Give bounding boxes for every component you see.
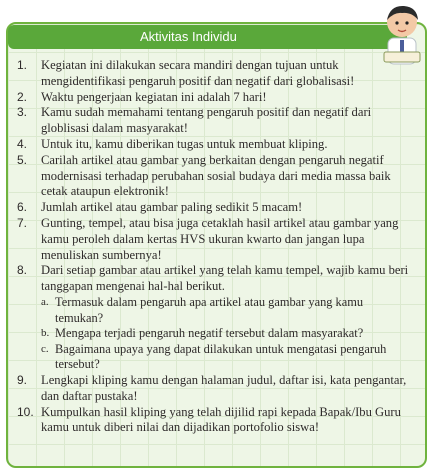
- list-item: 4. Untuk itu, kamu diberikan tugas untuk membuat kliping.: [17, 136, 328, 151]
- list-item: 7. Gunting, tempel, atau bisa juga cetaklah hasil artikel atau gambar yang kamu peroleh dalam kertas HVS ukuran kwarto dan jangan lupa menuliskan sumbernya!: [17, 215, 399, 262]
- activity-title: Aktivitas Individu: [140, 29, 237, 44]
- list-item: 8. Dari setiap gambar atau artikel yang telah kamu tempel, wajib kamu beri tanggapan mengenai hal-hal berikut.: [17, 263, 409, 294]
- instruction-list: [17, 58, 412, 436]
- list-item: 10. Kumpulkan hasil kliping yang telah dijilid rapi kepada Bapak/Ibu Guru kamu untuk diberi nilai dan dijadikan portofolio siswa!: [17, 404, 401, 435]
- list-item: 5. Carilah artikel atau gambar yang berkaitan dengan pengaruh negatif modernisasi terhadap perubahan sosial budaya dari media massa baik cetak ataupun elektronik!: [17, 152, 391, 199]
- list-item: 9. Lengkapi kliping kamu dengan halaman judul, daftar isi, kata pengantar, dan daftar pustaka!: [17, 372, 407, 403]
- list-item: 6. Jumlah artikel atau gambar paling sedikit 5 macam!: [17, 200, 303, 215]
- list-item: 3. Kamu sudah memahami tentang pengaruh positif dan negatif dari globlisasi dalam masyarakat!: [17, 105, 372, 136]
- sub-list-item: b. Mengapa terjadi pengaruh negatif tersebut dalam masyarakat?: [41, 326, 364, 341]
- list-item: 2. Waktu pengerjaan kegiatan ini adalah 7 hari!: [17, 89, 267, 104]
- list-item: 1. Kegiatan ini dilakukan secara mandiri dengan tujuan untuk mengidentifikasi pengaruh positif dan negatif dari globalisasi!: [17, 58, 355, 88]
- sub-list-item: a. Termasuk dalam pengaruh apa artikel atau gambar yang kamu temukan?: [41, 294, 364, 325]
- sub-list-item: c. Bagaimana upaya yang dapat dilakukan untuk mengatasi pengaruh tersebut?: [41, 341, 387, 372]
